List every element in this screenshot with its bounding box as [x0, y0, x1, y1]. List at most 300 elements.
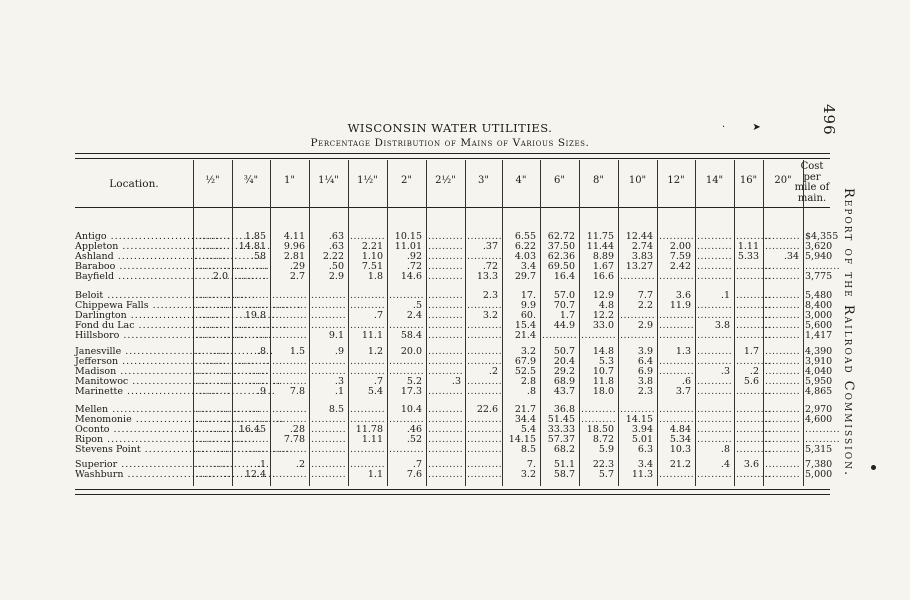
- cost-header-line: mile of: [794, 182, 830, 193]
- cost-cell: 3,620: [805, 241, 833, 252]
- percent-cell: 22.3: [592, 459, 614, 470]
- location-cell: Manitowoc .....: [75, 376, 193, 387]
- leader-dots: [736, 330, 759, 341]
- location-cell: Antigo .....: [75, 231, 193, 242]
- percent-cell: .2: [749, 366, 759, 377]
- leader-dots: [195, 386, 228, 397]
- cost-cell: 4,040: [805, 366, 833, 377]
- percent-cell: .2: [488, 366, 498, 377]
- percent-cell: 2.42: [669, 261, 691, 272]
- stray-dot: [871, 465, 876, 470]
- percent-cell: 1.67: [592, 261, 614, 272]
- percent-cell: 33.0: [592, 320, 614, 331]
- percent-cell: 15.4: [514, 320, 536, 331]
- cost-header-line: main.: [797, 192, 827, 204]
- percent-cell: 3.7: [675, 386, 691, 397]
- percent-cell: 3.94: [631, 424, 653, 435]
- percent-cell: .52: [406, 434, 422, 445]
- percent-cell: 5.2: [406, 376, 422, 387]
- percent-cell: .1: [256, 459, 266, 470]
- cost-cell: 4,390: [805, 346, 833, 357]
- leader-dots: [765, 386, 799, 397]
- percent-cell: 3.2: [482, 310, 498, 321]
- percent-cell: 7.78: [283, 434, 305, 445]
- percent-cell: 5.33: [737, 251, 759, 262]
- location-cell: Fond du Lac .....: [75, 320, 193, 331]
- percent-cell: 2.9: [328, 271, 344, 282]
- cost-cell: 1,417: [805, 330, 833, 341]
- percent-cell: 5.4: [367, 386, 383, 397]
- percent-cell: 3.6: [675, 290, 691, 301]
- column-header: 3": [478, 175, 489, 186]
- percent-cell: 2.81: [283, 251, 305, 262]
- table-row: [75, 376, 833, 387]
- percent-cell: 19.8: [244, 310, 266, 321]
- percent-cell: .7: [412, 459, 422, 470]
- percent-cell: .37: [482, 241, 498, 252]
- percent-cell: 5.3: [598, 356, 614, 367]
- column-header: 2": [401, 175, 412, 186]
- leader-dots: [736, 271, 759, 282]
- location-cell: Beloit .....: [75, 290, 193, 301]
- percent-cell: .5: [412, 300, 422, 311]
- percent-cell: 8.5: [520, 444, 536, 455]
- cost-cell: 4,865: [805, 386, 833, 397]
- percent-cell: .28: [289, 424, 305, 435]
- percent-cell: 51.45: [547, 414, 575, 425]
- percent-cell: .3: [720, 366, 730, 377]
- cost-cell: 5,315: [805, 444, 833, 455]
- percent-cell: 22.6: [476, 404, 498, 415]
- leader-dots: [234, 330, 266, 341]
- percent-cell: 3.2: [520, 469, 536, 480]
- percent-cell: 6.3: [637, 444, 653, 455]
- percent-cell: 18.0: [592, 386, 614, 397]
- leader-dots: [467, 330, 498, 341]
- percent-cell: 21.2: [669, 459, 691, 470]
- percent-cell: 16.4: [553, 271, 575, 282]
- percent-cell: 29.2: [553, 366, 575, 377]
- percent-cell: .63: [328, 241, 344, 252]
- column-header: 1¼": [318, 175, 339, 186]
- running-head: Report of the Railroad Commission.: [841, 188, 856, 478]
- table-row: [75, 320, 833, 331]
- percent-cell: 2.2: [637, 300, 653, 311]
- location-cell: Superior .....: [75, 459, 193, 470]
- column-header: 10": [628, 175, 647, 186]
- percent-cell: 1.85: [244, 231, 266, 242]
- leader-dots: [428, 469, 461, 480]
- percent-cell: 8.89: [592, 251, 614, 262]
- percent-cell: .4: [720, 459, 730, 470]
- percent-cell: 7.8: [289, 386, 305, 397]
- percent-cell: 6.9: [637, 366, 653, 377]
- table-subtitle: Percentage Distribution of Mains of Various Sizes.: [310, 137, 590, 149]
- leader-dots: [389, 444, 422, 455]
- percent-cell: 18.50: [586, 424, 614, 435]
- percent-cell: 12.4: [244, 469, 266, 480]
- cost-header-line: Cost: [800, 161, 824, 172]
- column-header: 4": [515, 175, 527, 186]
- percent-cell: 3.4: [520, 261, 536, 272]
- percent-cell: 5.6: [743, 376, 759, 387]
- location-cell: Madison .....: [75, 366, 193, 377]
- percent-cell: 11.9: [669, 300, 691, 311]
- location-cell: Oconto .....: [75, 424, 193, 435]
- percent-cell: 8.72: [592, 434, 614, 445]
- leader-dots: [542, 330, 575, 341]
- percent-cell: .34: [783, 251, 799, 262]
- cost-cell: 5,000: [805, 469, 833, 480]
- percent-cell: 69.50: [547, 261, 575, 272]
- table-row: [75, 271, 833, 282]
- leader-dots: [581, 330, 614, 341]
- location-cell: Stevens Point .....: [75, 444, 193, 455]
- leader-dots: [428, 271, 461, 282]
- location-cell: Darlington .....: [75, 310, 193, 321]
- percent-cell: 7.59: [669, 251, 691, 262]
- percent-cell: 11.3: [631, 469, 653, 480]
- percent-cell: .9: [256, 386, 266, 397]
- leader-dots: [467, 469, 498, 480]
- leader-dots: [428, 330, 461, 341]
- cost-cell: $4,355: [805, 231, 839, 242]
- cost-cell: 8,400: [805, 300, 833, 311]
- percent-cell: 13.27: [625, 261, 653, 272]
- percent-cell: 14.15: [625, 414, 653, 425]
- leader-dots: [272, 444, 305, 455]
- percent-cell: .63: [328, 231, 344, 242]
- percent-cell: 51.1: [553, 459, 575, 470]
- percent-cell: 3.83: [631, 251, 653, 262]
- location-cell: Chippewa Falls .....: [75, 300, 193, 311]
- column-header: 1": [284, 175, 295, 186]
- leader-dots: [272, 469, 305, 480]
- header-rule: [75, 207, 830, 208]
- leader-dots: [765, 444, 799, 455]
- leader-dots: [765, 469, 799, 480]
- percent-cell: 62.72: [547, 231, 575, 242]
- table-row: [75, 310, 833, 321]
- percent-cell: .7: [373, 310, 383, 321]
- percent-cell: 2.21: [361, 241, 383, 252]
- percent-cell: .50: [328, 261, 344, 272]
- percent-cell: 10.3: [669, 444, 691, 455]
- percent-cell: 1.11: [361, 434, 383, 445]
- percent-cell: .3: [451, 376, 461, 387]
- percent-cell: 4.11: [283, 231, 305, 242]
- percent-cell: 11.8: [592, 376, 614, 387]
- percent-cell: 17.: [520, 290, 536, 301]
- percent-cell: 1.11: [737, 241, 759, 252]
- page-title: WISCONSIN WATER UTILITIES.: [347, 121, 553, 135]
- column-header: ½": [205, 175, 220, 186]
- percent-cell: 21.7: [514, 404, 536, 415]
- header-location: Location.: [109, 178, 159, 190]
- header-cost: [792, 162, 832, 204]
- percent-cell: .29: [289, 261, 305, 272]
- percent-cell: 9.9: [520, 300, 536, 311]
- leader-dots: [659, 330, 691, 341]
- percent-cell: 3.2: [520, 346, 536, 357]
- percent-cell: 10.15: [394, 231, 422, 242]
- column-header: 1½": [357, 175, 378, 186]
- percent-cell: 58.4: [400, 330, 422, 341]
- location-cell: Marinette .....: [75, 386, 193, 397]
- cost-cell: 3,775: [805, 271, 833, 282]
- table-row: [75, 241, 833, 252]
- percent-cell: 60.: [520, 310, 536, 321]
- location-cell: Janesville .....: [75, 346, 193, 357]
- location-cell: Hillsboro .....: [75, 330, 193, 341]
- percent-cell: 4.8: [598, 300, 614, 311]
- table-row: [75, 346, 833, 357]
- percent-cell: 37.50: [547, 241, 575, 252]
- percent-cell: 1.5: [289, 346, 305, 357]
- percent-cell: 34.4: [514, 414, 536, 425]
- percent-cell: .58: [250, 251, 266, 262]
- percent-cell: 5.34: [669, 434, 691, 445]
- cost-cell: 5,940: [805, 251, 833, 262]
- location-cell: Mellen .....: [75, 404, 193, 415]
- location-cell: Ashland .....: [75, 251, 193, 262]
- percent-cell: 67.9: [514, 356, 536, 367]
- percent-cell: 52.5: [514, 366, 536, 377]
- leader-dots: [697, 469, 730, 480]
- percent-cell: 14.15: [508, 434, 536, 445]
- table-row: [75, 414, 833, 425]
- leader-dots: [467, 386, 498, 397]
- leader-dots: [620, 271, 653, 282]
- cost-cell: 2,970: [805, 404, 833, 415]
- percent-cell: 2.22: [322, 251, 344, 262]
- leader-dots: [311, 469, 344, 480]
- percent-cell: 2.0: [212, 271, 228, 282]
- percent-cell: 3.8: [714, 320, 730, 331]
- percent-cell: 7.51: [361, 261, 383, 272]
- percent-cell: .7: [373, 376, 383, 387]
- percent-cell: 14.8: [592, 346, 614, 357]
- percent-cell: 4.84: [669, 424, 691, 435]
- percent-cell: 3.4: [637, 459, 653, 470]
- cost-header-line: per: [803, 171, 821, 183]
- leader-dots: [195, 444, 228, 455]
- leader-dots: [428, 444, 461, 455]
- percent-cell: 20.0: [400, 346, 422, 357]
- page-number: 496: [820, 104, 838, 136]
- leader-dots: [467, 444, 498, 455]
- percent-cell: .6: [681, 376, 691, 387]
- percent-cell: .46: [406, 424, 422, 435]
- location-cell: Washburn .....: [75, 469, 193, 480]
- table-row: [75, 330, 833, 341]
- column-header: 16": [739, 175, 758, 186]
- percent-cell: 21.4: [514, 330, 536, 341]
- percent-cell: 5.9: [598, 444, 614, 455]
- percent-cell: 3.9: [637, 346, 653, 357]
- leader-dots: [736, 444, 759, 455]
- top-double-rule: [75, 153, 830, 159]
- leader-dots: [736, 469, 759, 480]
- percent-cell: .8: [256, 346, 266, 357]
- column-header: 6": [554, 175, 565, 186]
- leader-dots: [765, 271, 799, 282]
- percent-cell: 6.55: [514, 231, 536, 242]
- percent-cell: .3: [334, 376, 344, 387]
- leader-dots: [350, 444, 383, 455]
- percent-cell: .9: [334, 346, 344, 357]
- percent-cell: 5.4: [520, 424, 536, 435]
- percent-cell: 2.3: [482, 290, 498, 301]
- table-row: [75, 366, 833, 377]
- percent-cell: .8: [526, 386, 536, 397]
- cost-cell: 3,910: [805, 356, 833, 367]
- percent-cell: 2.9: [637, 320, 653, 331]
- column-header: 20": [774, 175, 792, 186]
- printer-marks: · ➤: [722, 122, 773, 133]
- leader-dots: [736, 386, 759, 397]
- location-cell: Jefferson .....: [75, 356, 193, 367]
- percent-cell: 13.3: [476, 271, 498, 282]
- table-row: [75, 424, 830, 434]
- column-header: 12": [667, 175, 685, 186]
- percent-cell: 2.4: [406, 310, 422, 321]
- percent-cell: 10.7: [592, 366, 614, 377]
- percent-cell: 2.7: [289, 271, 305, 282]
- leader-dots: [697, 386, 730, 397]
- percent-cell: .72: [406, 261, 422, 272]
- percent-cell: .1: [720, 290, 730, 301]
- percent-cell: 1.7: [559, 310, 575, 321]
- percent-cell: 1.10: [361, 251, 383, 262]
- percent-cell: 62.36: [547, 251, 575, 262]
- percent-cell: 5.01: [631, 434, 653, 445]
- percent-cell: 58.7: [553, 469, 575, 480]
- table-row: [75, 231, 839, 242]
- leader-dots: [272, 330, 305, 341]
- cost-cell: 5,950: [805, 376, 833, 387]
- percent-cell: 12.44: [625, 231, 653, 242]
- percent-cell: 44.9: [553, 320, 575, 331]
- table-row: [75, 300, 833, 311]
- percent-cell: 1.7: [743, 346, 759, 357]
- percent-cell: 7.7: [637, 290, 653, 301]
- percent-cell: 11.01: [394, 241, 422, 252]
- percent-cell: 50.7: [553, 346, 575, 357]
- percent-cell: 4.03: [514, 251, 536, 262]
- column-header: 2½": [435, 175, 456, 186]
- table-row: [75, 251, 833, 262]
- percent-cell: 2.74: [631, 241, 653, 252]
- percent-cell: 9.96: [283, 241, 305, 252]
- percent-cell: 12.2: [592, 310, 614, 321]
- table-row: [75, 434, 830, 444]
- percent-cell: 7.6: [406, 469, 422, 480]
- percent-cell: 57.0: [553, 290, 575, 301]
- percent-cell: 68.9: [553, 376, 575, 387]
- table-row: [75, 459, 833, 470]
- percent-cell: 29.7: [514, 271, 536, 282]
- leader-dots: [659, 469, 691, 480]
- cost-cell: 5,480: [805, 290, 833, 301]
- percent-cell: 1.8: [367, 271, 383, 282]
- percent-cell: 5.7: [598, 469, 614, 480]
- percent-cell: 1.3: [675, 346, 691, 357]
- table-row: [75, 386, 833, 397]
- percent-cell: 17.3: [400, 386, 422, 397]
- percent-cell: 12.9: [592, 290, 614, 301]
- leader-dots: [428, 386, 461, 397]
- percent-cell: 1.1: [367, 469, 383, 480]
- leader-dots: [659, 271, 691, 282]
- percent-cell: 3.8: [637, 376, 653, 387]
- location-cell: Appleton .....: [75, 241, 193, 252]
- leader-dots: [697, 271, 730, 282]
- percent-cell: 11.78: [355, 424, 383, 435]
- cost-cell: 3,000: [805, 310, 833, 321]
- leader-dots: [311, 444, 344, 455]
- column-header: 14": [705, 175, 724, 186]
- location-cell: Ripon .....: [75, 434, 193, 445]
- table-row: [75, 404, 833, 415]
- cost-cell: 4,600: [805, 414, 833, 425]
- leader-dots: [620, 330, 653, 341]
- percent-cell: 16.6: [592, 271, 614, 282]
- leader-dots: [234, 444, 266, 455]
- cost-cell: 5,600: [805, 320, 833, 331]
- table-row: [75, 261, 830, 271]
- percent-cell: 9.1: [328, 330, 344, 341]
- percent-cell: 2.8: [520, 376, 536, 387]
- percent-cell: 6.22: [514, 241, 536, 252]
- percent-cell: 6.4: [637, 356, 653, 367]
- percent-cell: 43.7: [553, 386, 575, 397]
- percent-cell: 8.5: [328, 404, 344, 415]
- column-header: ¾": [243, 175, 259, 186]
- percent-cell: .8: [720, 444, 730, 455]
- bottom-double-rule: [75, 489, 830, 495]
- leader-dots: [765, 330, 799, 341]
- percent-cell: .2: [295, 459, 305, 470]
- table-row: [75, 290, 833, 301]
- cost-cell: 7,380: [805, 459, 833, 470]
- percent-cell: .1: [334, 386, 344, 397]
- location-cell: Menomonie .....: [75, 414, 193, 425]
- leader-dots: [697, 330, 730, 341]
- percent-cell: 14.6: [400, 271, 422, 282]
- location-cell: Baraboo .....: [75, 261, 193, 272]
- percent-cell: 2.00: [669, 241, 691, 252]
- percent-cell: 20.4: [553, 356, 575, 367]
- percent-cell: 68.2: [553, 444, 575, 455]
- table-row: [75, 444, 833, 455]
- leader-dots: [195, 469, 228, 480]
- leader-dots: [195, 330, 228, 341]
- percent-cell: 14.81: [238, 241, 266, 252]
- percent-cell: 16.45: [238, 424, 266, 435]
- leader-dots: [234, 271, 266, 282]
- percent-cell: .92: [406, 251, 422, 262]
- percent-cell: 10.4: [400, 404, 422, 415]
- percent-cell: 11.75: [586, 231, 614, 242]
- percent-cell: 7.: [526, 459, 536, 470]
- percent-cell: 36.8: [553, 404, 575, 415]
- percent-cell: 33.33: [547, 424, 575, 435]
- column-header: 8": [593, 175, 604, 186]
- percent-cell: 2.3: [637, 386, 653, 397]
- percent-cell: 11.1: [361, 330, 383, 341]
- table-row: [75, 356, 833, 367]
